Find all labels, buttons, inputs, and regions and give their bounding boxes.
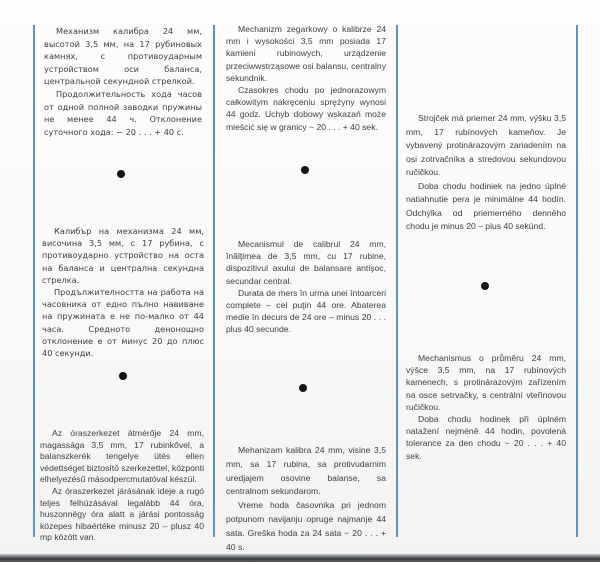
text-block-polish: [226, 23, 386, 133]
paragraph: Mecanismul de calibrul 24 mm, înălţimea de 3,5 mm, cu 17 rubine, dispozitivul axului de balansare antişoc, secundar central.: [226, 239, 386, 286]
text-block-romanian: [226, 238, 386, 336]
column-rule-2: [213, 25, 215, 537]
column-rule-4: [576, 25, 578, 537]
text-block-hungarian: [40, 428, 204, 544]
bullet-dot-icon: [117, 170, 125, 178]
column-rule-1: [33, 25, 35, 537]
paragraph: Mechanismus o průměru 24 mm, výšce 3,5 mm, na 17 rubínových kamenech, s protinárazovým zařízením na osce setrvačky, s centrální vteřinovou ručičkou.: [406, 353, 566, 412]
bullet-dot-icon: [481, 282, 489, 290]
text-block-serbo-croatian: [226, 444, 386, 554]
text-block-czech: [406, 352, 566, 462]
bullet-dot-icon: [119, 372, 127, 380]
bullet-dot-icon: [301, 166, 309, 174]
paragraph: Czasokres chodu po jednorazowym całkowitym nakręceniu sprężyny wynosi 44 godz. Uchyb dobowy wskazań może mieścić się w granicy − 20 . . . + 40 sek.: [226, 85, 386, 132]
text-block-russian: [44, 25, 202, 138]
paragraph: Strojček má priemer 24 mm, výšku 3,5 mm, 17 rubínových kameňov. Je vybavený protinárazovým zariadením na osi zotrvačníka a stredovou sekundovou ručičkou.: [406, 113, 566, 177]
paragraph: Продолжительность хода часов от одной полной заводки пружины не менее 44 ч. Отклонение суточного хода: − 20 . . . + 40 с.: [44, 88, 202, 137]
paragraph: Mehanizam kalibra 24 mm, visine 3,5 mm, sa 17 rubina, sa protivudarnim uredjajem osovine balanse, sa centralnom sekundarom.: [226, 445, 386, 497]
paragraph: Durata de mers în urma unei întoarceri complete – cel puţin 44 ore. Abaterea medie în decurs de 24 ore – minus 20 . . . plus 40 secunde.: [226, 287, 386, 335]
bullet-dot-icon: [299, 384, 307, 392]
paragraph: Az óraszerkezet járásának ideje a rugó teljes felhúzásával legalább 44 óra, huszonnégy óra alatt a járási pontosság közepes hibaértéke minusz 20 – plusz 40 mp között van.: [40, 485, 204, 543]
page-bottom-edge: [0, 554, 600, 562]
paragraph: Продължителността на работа на часовника от едно пълно навиване на пружината е не по-малко от 44 часа. Средното денонощно отклонение е от минус 20 до плюс 40 секунди.: [42, 287, 204, 359]
paragraph: Doba chodu hodiniek na jedno úplné natiahnutie pera je minimálne 44 hodín. Odchýlka od priemerného denného chodu je minus 20 – plus 40 sekúnd.: [406, 180, 566, 231]
paragraph: Az óraszerkezet átmérője 24 mm, magassága 3,5 mm, 17 rubinkővel, a balanszkerék tengelye ütés ellen védettséget biztosító szerkezettel, központi elhelyezésű másodpercmutatóval készül.: [40, 428, 204, 485]
column-rule-3: [396, 25, 398, 537]
paragraph: Vreme hoda časovnika pri jednom potpunom navijanju opruge najmanje 44 sata. Greška hoda za 24 sata − 20 . . . + 40 s.: [226, 500, 386, 552]
paragraph: Mechanizm zegarkowy o kalibrze 24 mm i wysokości 3,5 mm posiada 17 kamieni rubinowych, urządzenie przeciwwstrząsowe osi balansu, centralny sekundnik.: [226, 24, 386, 83]
text-block-slovak: [406, 112, 566, 234]
paragraph: Doba chodu hodinek při úplném natažení nejméně 44 hodin, povolená tolerance za den chodu − 20 . . . + 40 sek.: [406, 414, 566, 461]
paragraph: Механизм калибра 24 мм, высотой 3,5 мм, на 17 рубиновых камнях, с противоударным устройством оси баланса, центральной секундной стрелкой.: [44, 26, 202, 87]
paragraph: Калибър на механизма 24 мм, височина 3,5 мм, с 17 рубина, с противоударно устройство на оста на баланса и централна секундна стрелка.: [42, 226, 204, 285]
text-block-bulgarian: [42, 225, 204, 359]
